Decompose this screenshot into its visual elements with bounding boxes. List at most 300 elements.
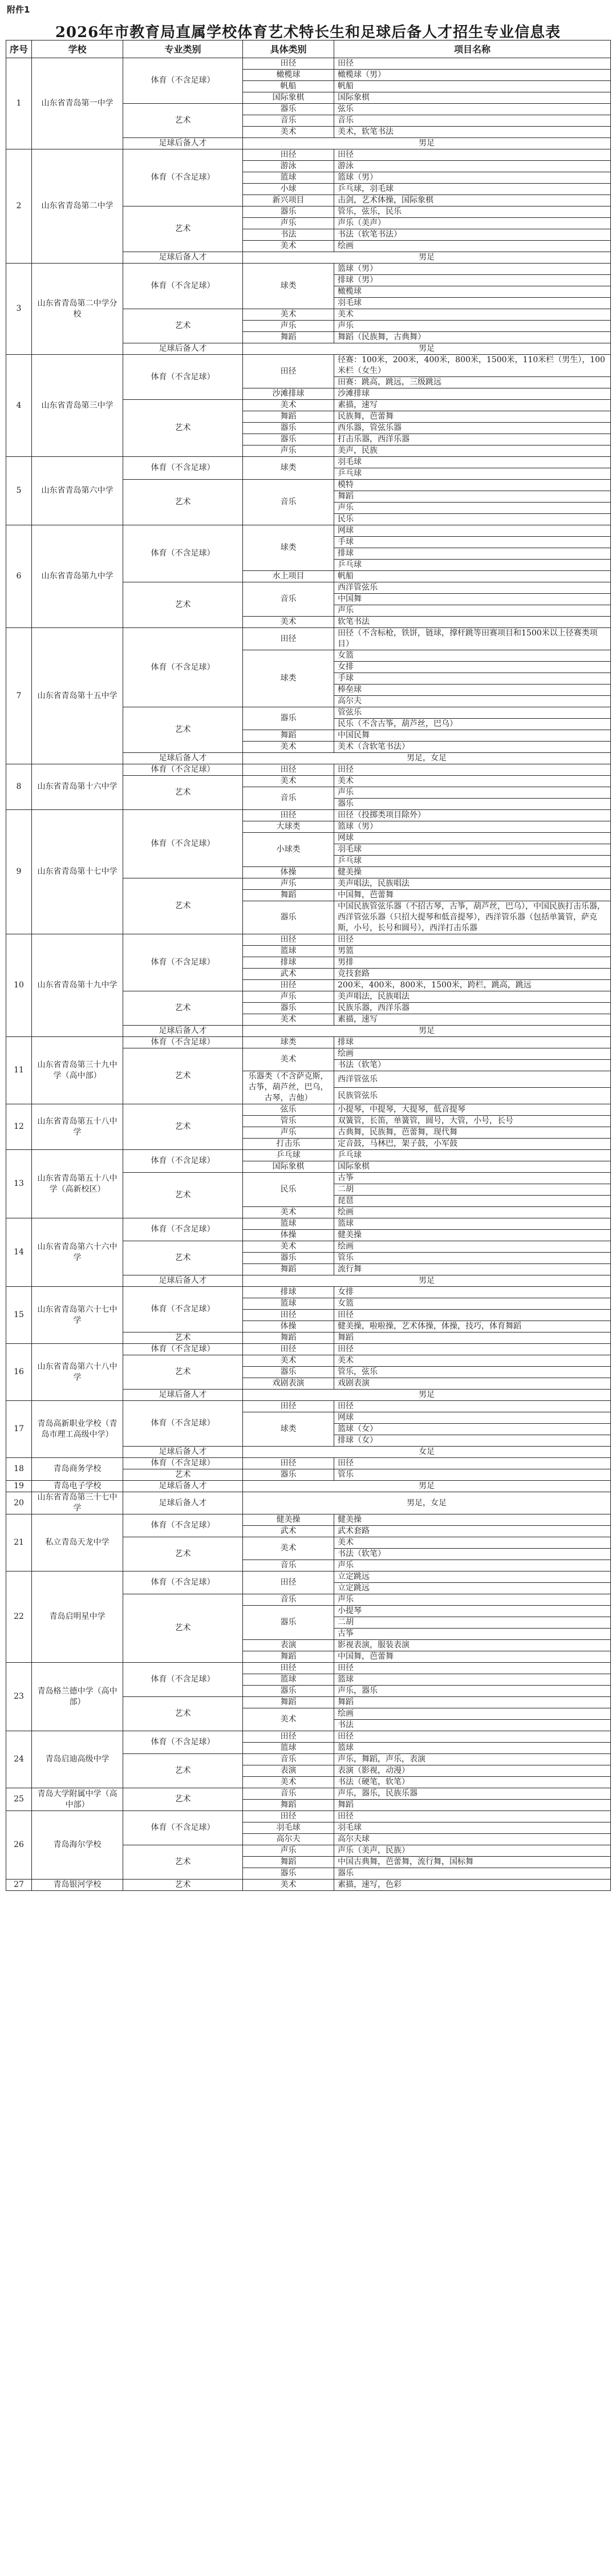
header-major: 专业类别 xyxy=(123,40,243,58)
row-major: 艺术 xyxy=(123,582,243,628)
row-category: 田径 xyxy=(243,149,334,161)
row-category: 田径 xyxy=(243,628,334,650)
row-category: 田径 xyxy=(243,1731,334,1743)
row-project: 素描，速写，色彩 xyxy=(334,1880,611,1891)
row-category: 游泳 xyxy=(243,161,334,172)
row-project: 乒乓球 xyxy=(334,856,611,867)
table-row xyxy=(6,1401,611,1412)
row-project: 声乐，器乐 xyxy=(334,1686,611,1697)
row-major: 体育（不含足球） xyxy=(123,1663,243,1697)
row-project: 健美操，啦啦操，艺术体操，体操，技巧，体育舞蹈 xyxy=(334,1321,611,1332)
row-project: 西洋管弦乐 xyxy=(334,1071,611,1088)
row-major: 体育（不含足球） xyxy=(123,1458,243,1469)
row-school: 山东省青岛第六十八中学 xyxy=(32,1344,123,1401)
row-major: 艺术 xyxy=(123,1594,243,1663)
row-category: 排球 xyxy=(243,1287,334,1298)
table-row xyxy=(6,1880,611,1891)
row-category: 体操 xyxy=(243,1230,334,1241)
row-category: 体操 xyxy=(243,867,334,878)
row-project: 绘画 xyxy=(334,1207,611,1218)
row-project: 声乐 xyxy=(334,787,611,799)
row-index: 24 xyxy=(6,1731,32,1788)
row-major: 艺术 xyxy=(123,1537,243,1571)
row-category: 声乐 xyxy=(243,878,334,890)
row-index: 16 xyxy=(6,1344,32,1401)
row-major: 体育（不含足球） xyxy=(123,934,243,991)
row-project: 声乐 xyxy=(334,605,611,617)
row-category: 美术 xyxy=(243,1048,334,1071)
row-school: 青岛高新职业学校（青岛市理工高级中学） xyxy=(32,1401,123,1458)
header-project: 项目名称 xyxy=(334,40,611,58)
row-category: 羽毛球 xyxy=(243,1822,334,1834)
row-category: 音乐 xyxy=(243,480,334,525)
row-major: 艺术 xyxy=(123,400,243,457)
row-project: 小提琴 xyxy=(334,1606,611,1617)
row-index: 5 xyxy=(6,457,32,525)
row-category: 美术 xyxy=(243,1708,334,1731)
row-project: 男足 xyxy=(243,138,611,149)
row-category: 器乐 xyxy=(243,901,334,934)
row-school: 山东省青岛第十九中学 xyxy=(32,934,123,1037)
row-project: 管乐 xyxy=(334,1253,611,1264)
row-category: 舞蹈 xyxy=(243,1264,334,1275)
row-category: 田径 xyxy=(243,58,334,70)
row-major: 体育（不含足球） xyxy=(123,149,243,206)
row-project: 棒垒球 xyxy=(334,684,611,696)
row-category: 球类 xyxy=(243,457,334,480)
row-category: 田径 xyxy=(243,355,334,388)
row-project: 声乐 xyxy=(334,503,611,514)
row-major: 足球后备人才 xyxy=(123,1026,243,1037)
table-row xyxy=(6,1481,611,1492)
row-major: 艺术 xyxy=(123,480,243,525)
row-major: 体育（不含足球） xyxy=(123,264,243,309)
row-category: 体操 xyxy=(243,1321,334,1332)
row-project: 高尔夫球 xyxy=(334,1834,611,1845)
table-row xyxy=(6,457,611,468)
row-category: 武术 xyxy=(243,1526,334,1537)
row-category: 美术 xyxy=(243,1880,334,1891)
table-row xyxy=(6,764,611,776)
row-project: 田径 xyxy=(334,58,611,70)
row-major: 体育（不含足球） xyxy=(123,628,243,707)
row-category: 音乐 xyxy=(243,787,334,810)
row-project: 流行舞 xyxy=(334,1264,611,1275)
row-project: 中国舞 xyxy=(334,594,611,605)
row-category: 田径 xyxy=(243,934,334,946)
row-category: 表演 xyxy=(243,1640,334,1651)
row-project: 乒乓球 xyxy=(334,560,611,571)
row-category: 美术 xyxy=(243,1241,334,1253)
row-category: 书法 xyxy=(243,229,334,241)
row-project: 中国舞，芭蕾舞 xyxy=(334,890,611,901)
row-school: 山东省青岛第三十九中学（高中部） xyxy=(32,1037,123,1104)
row-category: 橄榄球 xyxy=(243,70,334,81)
row-category: 田径 xyxy=(243,1571,334,1594)
row-category: 田径 xyxy=(243,1310,334,1321)
row-major: 足球后备人才 xyxy=(123,1275,243,1287)
row-major: 足球后备人才 xyxy=(123,252,243,264)
row-index: 19 xyxy=(6,1481,32,1492)
row-major: 艺术 xyxy=(123,707,243,753)
row-category: 舞蹈 xyxy=(243,730,334,742)
row-project: 定音鼓，马林巴，架子鼓，小军鼓 xyxy=(334,1139,611,1150)
row-project: 手球 xyxy=(334,673,611,684)
row-project: 田径 xyxy=(334,1811,611,1822)
row-school: 山东省青岛第十六中学 xyxy=(32,764,123,810)
row-index: 10 xyxy=(6,934,32,1037)
row-project: 网球 xyxy=(334,1412,611,1424)
header-category: 具体类别 xyxy=(243,40,334,58)
row-major: 体育（不含足球） xyxy=(123,764,243,776)
row-school: 青岛启明星中学 xyxy=(32,1571,123,1663)
table-row xyxy=(6,1150,611,1161)
row-category: 田径 xyxy=(243,980,334,991)
row-category: 器乐 xyxy=(243,1367,334,1378)
row-major: 艺术 xyxy=(123,1754,243,1788)
row-category: 美术 xyxy=(243,1777,334,1788)
row-project: 表演（影视，动漫） xyxy=(334,1765,611,1777)
row-category: 排球 xyxy=(243,957,334,969)
row-school: 青岛银河学校 xyxy=(32,1880,123,1891)
row-index: 1 xyxy=(6,58,32,149)
table-row xyxy=(6,525,611,537)
row-project: 女篮 xyxy=(334,1298,611,1310)
row-category: 管乐 xyxy=(243,1116,334,1127)
row-category: 器乐 xyxy=(243,206,334,218)
row-category: 球类 xyxy=(243,1037,334,1048)
row-category: 器乐 xyxy=(243,423,334,434)
row-school: 山东省青岛第六中学 xyxy=(32,457,123,525)
row-category: 国际象棋 xyxy=(243,1161,334,1173)
row-major: 艺术 xyxy=(123,1880,243,1891)
row-project: 声乐（美声，民族） xyxy=(334,1845,611,1857)
row-project: 女篮 xyxy=(334,650,611,662)
row-major: 体育（不含足球） xyxy=(123,1037,243,1048)
row-project: 美术（含软笔书法） xyxy=(334,742,611,753)
row-category: 球类 xyxy=(243,525,334,571)
row-index: 11 xyxy=(6,1037,32,1104)
row-project: 篮球 xyxy=(334,1218,611,1230)
row-project: 声乐（美声） xyxy=(334,218,611,229)
row-category: 器乐 xyxy=(243,1868,334,1880)
row-project: 舞蹈 xyxy=(334,1697,611,1708)
row-project: 篮球 xyxy=(334,1674,611,1686)
row-project: 素描，速写 xyxy=(334,400,611,411)
row-category: 美术 xyxy=(243,1537,334,1560)
table-row xyxy=(6,1811,611,1822)
row-major: 艺术 xyxy=(123,309,243,343)
row-project: 田径 xyxy=(334,1663,611,1674)
row-project: 舞蹈 xyxy=(334,1332,611,1344)
row-project: 西乐器，管弦乐器 xyxy=(334,423,611,434)
row-category: 田径 xyxy=(243,1663,334,1674)
row-project: 书法（软笔） xyxy=(334,1549,611,1560)
row-school: 青岛电子学校 xyxy=(32,1481,123,1492)
row-category: 美术 xyxy=(243,309,334,321)
row-category: 声乐 xyxy=(243,218,334,229)
row-index: 8 xyxy=(6,764,32,810)
row-project: 小提琴，中提琴，大提琴，低音提琴 xyxy=(334,1104,611,1116)
row-school: 山东省青岛第六十六中学 xyxy=(32,1218,123,1287)
row-project: 古典舞，民族舞，芭蕾舞，现代舞 xyxy=(334,1127,611,1139)
row-index: 21 xyxy=(6,1514,32,1571)
row-index: 20 xyxy=(6,1492,32,1514)
row-project: 排球 xyxy=(334,548,611,560)
row-major: 足球后备人才 xyxy=(123,1481,243,1492)
row-project: 篮球（男） xyxy=(334,821,611,833)
row-category: 美术 xyxy=(243,742,334,753)
row-project: 田径（投掷类项目除外） xyxy=(334,810,611,821)
row-project: 声乐 xyxy=(334,1560,611,1571)
row-project: 管弦乐 xyxy=(334,707,611,719)
document-title: 2026年市教育局直属学校体育艺术特长生和足球后备人才招生专业信息表 xyxy=(55,24,561,41)
row-project: 弦乐 xyxy=(334,104,611,115)
row-project: 武术套路 xyxy=(334,1526,611,1537)
row-category: 美术 xyxy=(243,1014,334,1026)
info-table xyxy=(6,40,611,1891)
table-row xyxy=(6,1788,611,1800)
row-category: 水上项目 xyxy=(243,571,334,582)
table-row xyxy=(6,1731,611,1743)
row-major: 艺术 xyxy=(123,1173,243,1218)
row-project: 民族乐器，西洋乐器 xyxy=(334,1003,611,1014)
row-school: 山东省青岛第二中学 xyxy=(32,149,123,264)
row-project: 高尔夫 xyxy=(334,696,611,707)
row-project: 男足 xyxy=(243,1390,611,1401)
row-project: 素描，速写 xyxy=(334,1014,611,1026)
row-category: 器乐 xyxy=(243,104,334,115)
row-major: 体育（不含足球） xyxy=(123,525,243,582)
row-project: 橄榄球（男） xyxy=(334,70,611,81)
row-project: 国际象棋 xyxy=(334,92,611,104)
row-project: 健美操 xyxy=(334,1230,611,1241)
row-category: 声乐 xyxy=(243,991,334,1003)
row-major: 体育（不含足球） xyxy=(123,810,243,878)
row-project: 乒乓球 xyxy=(334,1150,611,1161)
row-category: 器乐 xyxy=(243,1253,334,1264)
row-school: 私立青岛天龙中学 xyxy=(32,1514,123,1571)
row-index: 4 xyxy=(6,355,32,457)
row-project: 田赛：跳高，跳远，三级跳远 xyxy=(334,377,611,388)
row-category: 田径 xyxy=(243,1401,334,1412)
row-major: 艺术 xyxy=(123,206,243,252)
row-index: 18 xyxy=(6,1458,32,1481)
row-category: 健美操 xyxy=(243,1514,334,1526)
row-major: 体育（不含足球） xyxy=(123,1401,243,1447)
row-project: 器乐 xyxy=(334,799,611,810)
row-major: 体育（不含足球） xyxy=(123,58,243,104)
row-major: 艺术 xyxy=(123,1355,243,1390)
row-project: 帆船 xyxy=(334,81,611,92)
row-school: 山东省青岛第二中学分校 xyxy=(32,264,123,355)
row-project: 女排 xyxy=(334,662,611,673)
row-category: 球类 xyxy=(243,264,334,309)
row-index: 12 xyxy=(6,1104,32,1150)
row-category: 戏剧表演 xyxy=(243,1378,334,1390)
row-project: 中国民族管弦乐器（不招古琴，古筝，葫芦丝，巴乌），中国民族打击乐器，西洋管弦乐器（只招大提琴和低音提琴），西洋管乐器（包括单簧管，萨克斯，小号，长号和圆号），西洋打击乐器 xyxy=(334,901,611,934)
row-project: 模特 xyxy=(334,480,611,491)
row-school: 山东省青岛第九中学 xyxy=(32,525,123,628)
row-major: 体育（不含足球） xyxy=(123,1811,243,1845)
row-project: 男足，女足 xyxy=(243,753,611,764)
row-project: 声乐 xyxy=(334,321,611,332)
table-row xyxy=(6,1514,611,1526)
table-row xyxy=(6,1037,611,1048)
row-project: 民族管弦乐 xyxy=(334,1088,611,1104)
row-major: 艺术 xyxy=(123,776,243,810)
row-project: 篮球（男） xyxy=(334,264,611,275)
row-category: 田径 xyxy=(243,1458,334,1469)
row-project: 径赛：100米，200米，400米，800米，1500米，110米栏（男生），100米栏（女生） xyxy=(334,355,611,377)
row-project: 立定跳远 xyxy=(334,1583,611,1594)
row-category: 声乐 xyxy=(243,1127,334,1139)
row-major: 艺术 xyxy=(123,1332,243,1344)
row-project: 男足，女足 xyxy=(243,1492,611,1514)
header-school: 学校 xyxy=(32,40,123,58)
row-project: 西洋管弦乐 xyxy=(334,582,611,594)
row-category: 田径 xyxy=(243,1344,334,1355)
row-project: 女排 xyxy=(334,1287,611,1298)
row-category: 舞蹈 xyxy=(243,332,334,343)
row-project: 美术 xyxy=(334,776,611,787)
row-major: 艺术 xyxy=(123,104,243,138)
row-school: 青岛格兰德中学（高中部） xyxy=(32,1663,123,1731)
row-project: 绘画 xyxy=(334,241,611,252)
table-row xyxy=(6,934,611,946)
row-category: 舞蹈 xyxy=(243,411,334,423)
row-project: 中国民舞 xyxy=(334,730,611,742)
row-major: 足球后备人才 xyxy=(123,1447,243,1458)
row-index: 25 xyxy=(6,1788,32,1811)
row-category: 大球类 xyxy=(243,821,334,833)
row-project: 书法（软笔书法） xyxy=(334,229,611,241)
row-project: 排球 xyxy=(334,1037,611,1048)
attachment-label: 附件1 xyxy=(7,5,30,15)
row-category: 舞蹈 xyxy=(243,1651,334,1663)
row-project: 健美操 xyxy=(334,867,611,878)
row-project: 书法 xyxy=(334,1720,611,1731)
row-category: 美术 xyxy=(243,776,334,787)
row-major: 足球后备人才 xyxy=(123,138,243,149)
row-category: 篮球 xyxy=(243,1218,334,1230)
row-project: 声乐，舞蹈，声乐，表演 xyxy=(334,1754,611,1765)
row-project: 声乐 xyxy=(334,1594,611,1606)
row-project: 男足 xyxy=(243,343,611,355)
row-category: 小球类 xyxy=(243,833,334,867)
row-major: 艺术 xyxy=(123,878,243,934)
row-project: 美术，软笔书法 xyxy=(334,127,611,138)
row-project: 羽毛球 xyxy=(334,457,611,468)
row-project: 民族舞，芭蕾舞 xyxy=(334,411,611,423)
row-school: 山东省青岛第十五中学 xyxy=(32,628,123,764)
row-category: 舞蹈 xyxy=(243,1857,334,1868)
row-project: 民乐（不含古筝，葫芦丝，巴乌） xyxy=(334,719,611,730)
row-category: 器乐 xyxy=(243,1686,334,1697)
row-category: 篮球 xyxy=(243,1674,334,1686)
row-category: 田径 xyxy=(243,1811,334,1822)
row-major: 艺术 xyxy=(123,1104,243,1150)
row-project: 男篮 xyxy=(334,946,611,957)
row-index: 9 xyxy=(6,810,32,934)
row-project: 乒乓球，羽毛球 xyxy=(334,184,611,195)
row-project: 田径 xyxy=(334,764,611,776)
row-project: 篮球（男） xyxy=(334,172,611,184)
row-category: 舞蹈 xyxy=(243,1332,334,1344)
row-school: 青岛商务学校 xyxy=(32,1458,123,1481)
table-row xyxy=(6,264,611,275)
row-category: 音乐 xyxy=(243,582,334,617)
row-category: 音乐 xyxy=(243,1788,334,1800)
row-project: 美术 xyxy=(334,1355,611,1367)
row-major: 足球后备人才 xyxy=(123,1390,243,1401)
table-row xyxy=(6,58,611,70)
row-school: 青岛大学附属中学（高中部） xyxy=(32,1788,123,1811)
row-category: 国际象棋 xyxy=(243,92,334,104)
row-school: 山东省青岛第三十七中学 xyxy=(32,1492,123,1514)
row-major: 体育（不含足球） xyxy=(123,1287,243,1332)
table-row xyxy=(6,1218,611,1230)
row-project: 民乐 xyxy=(334,514,611,525)
row-project: 乒乓球 xyxy=(334,468,611,480)
row-project: 美声唱法，民族唱法 xyxy=(334,878,611,890)
row-project: 沙滩排球 xyxy=(334,388,611,400)
row-project: 竞技套路 xyxy=(334,969,611,980)
row-project: 篮球 xyxy=(334,1743,611,1754)
row-project: 绘画 xyxy=(334,1241,611,1253)
row-category: 音乐 xyxy=(243,1754,334,1765)
row-project: 音乐 xyxy=(334,115,611,127)
row-project: 田径 xyxy=(334,934,611,946)
row-major: 艺术 xyxy=(123,991,243,1026)
row-project: 田径 xyxy=(334,1401,611,1412)
row-index: 14 xyxy=(6,1218,32,1287)
row-category: 篮球 xyxy=(243,946,334,957)
row-category: 声乐 xyxy=(243,321,334,332)
row-category: 篮球 xyxy=(243,1298,334,1310)
header-row xyxy=(6,40,611,58)
row-major: 体育（不含足球） xyxy=(123,457,243,480)
row-project: 田径 xyxy=(334,1344,611,1355)
row-category: 音乐 xyxy=(243,115,334,127)
row-project: 男足 xyxy=(243,1275,611,1287)
row-project: 美术 xyxy=(334,309,611,321)
row-category: 球类 xyxy=(243,1412,334,1447)
row-project: 美声，民族 xyxy=(334,445,611,457)
row-major: 足球后备人才 xyxy=(123,753,243,764)
row-category: 美术 xyxy=(243,1207,334,1218)
row-category: 声乐 xyxy=(243,445,334,457)
row-project: 声乐，器乐，民族乐器 xyxy=(334,1788,611,1800)
header-index: 序号 xyxy=(6,40,32,58)
row-category: 音乐 xyxy=(243,1594,334,1606)
row-index: 2 xyxy=(6,149,32,264)
table-row xyxy=(6,628,611,650)
row-category: 舞蹈 xyxy=(243,890,334,901)
row-category: 球类 xyxy=(243,650,334,707)
row-category: 美术 xyxy=(243,1355,334,1367)
row-project: 二胡 xyxy=(334,1617,611,1629)
row-major: 足球后备人才 xyxy=(123,343,243,355)
row-school: 山东省青岛第五十八中学 xyxy=(32,1104,123,1150)
row-project: 女足 xyxy=(243,1447,611,1458)
row-major: 艺术 xyxy=(123,1048,243,1104)
row-project: 影视表演，服装表演 xyxy=(334,1640,611,1651)
row-project: 帆船 xyxy=(334,571,611,582)
row-major: 足球后备人才 xyxy=(123,1492,243,1514)
row-major: 艺术 xyxy=(123,1469,243,1481)
row-project: 国际象棋 xyxy=(334,1161,611,1173)
